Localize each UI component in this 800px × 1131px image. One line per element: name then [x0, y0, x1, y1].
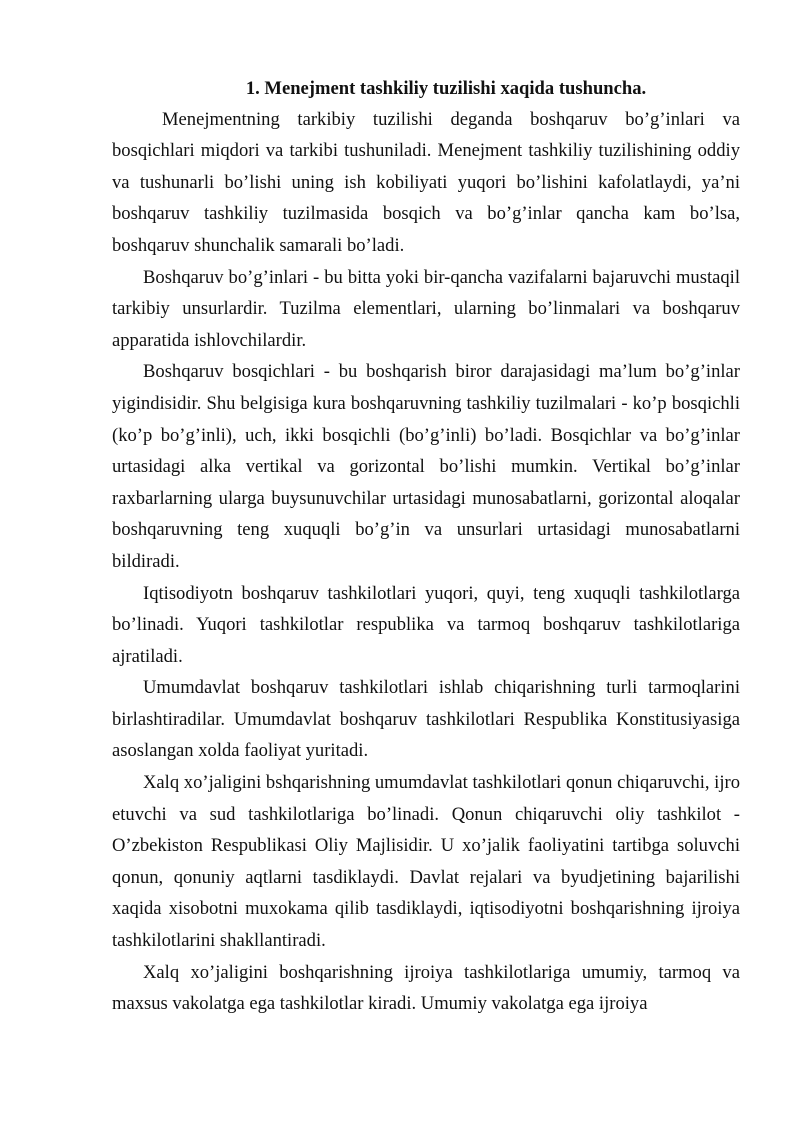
paragraph-5: Umumdavlat boshqaruv tashkilotlari ishlab chiqarishning turli tarmoqlarini birlashtiradilar. Umumdavlat boshqaruv tashkilotlari Respublika Konstitusiyasiga asoslangan xolda faoliyat yuritadi. [112, 677, 740, 762]
paragraph-2: Boshqaruv bo’g’inlari - bu bitta yoki bir-qancha vazifalarni bajaruvchi mustaqil tarkibiy unsurlardir. Tuzilma elementlari, ularning bo’linmalari va boshqaruv apparatida ishlovchilardir. [112, 266, 740, 351]
paragraph-4: Iqtisodiyotn boshqaruv tashkilotlari yuqori, quyi, teng xuquqli tashkilotlarga bo’linadi. Yuqori tashkilotlar respublika va tarmoq boshqaruv tashkilotlariga ajratiladi. [112, 582, 740, 667]
paragraph-7: Xalq xo’jaligini boshqarishning ijroiya tashkilotlariga umumiy, tarmoq va maxsus vakolatga ega tashkilotlar kiradi. Umumiy vakolatga ega ijroiya [112, 961, 740, 1015]
paragraph-1: Menejmentning tarkibiy tuzilishi deganda boshqaruv bo’g’inlari va bosqichlari miqdori va tarkibi tushuniladi. Menejment tashkiliy tuzilishining oddiy va tushunarli bo’lishi uning ish kobiliyati yuqori bo’lishini kafolatlaydi, ya’ni boshqaruv tashkiliy tuzilmasida bosqich va bo’g’inlar qancha kam bo’lsa, boshqaruv shunchalik samarali bo’ladi. [112, 108, 740, 256]
paragraph-6: Xalq xo’jaligini bshqarishning umumdavlat tashkilotlari qonun chiqaruvchi, ijro etuvchi va sud tashkilotlariga bo’linadi. Qonun chiqaruvchi oliy tashkilot - O’zbekiston Respublikasi Oliy Majlisidir. U xo’jalik faoliyatini tartibga soluvchi qonun, qonuniy aqtlarni tasdiklaydi. Davlat rejalari va byudjetining bajarilishi xaqida xisobotni muxokama qilib tasdiklaydi, iqtisodiyotni boshqarishning ijroiya tashkilotlarini shakllantiradi. [112, 772, 740, 952]
document-title: 1. Menejment tashkiliy tuzilishi xaqida tushuncha. [245, 78, 647, 99]
document-page [112, 73, 740, 1020]
paragraph-3: Boshqaruv bosqichlari - bu boshqarish biror darajasidagi ma’lum bo’g’inlar yigindisidir. Shu belgisiga kura boshqaruvning tashkiliy tuzilmalari - ko’p bosqichli (ko’p bo’g’inli), uch, ikki bosqichli (bo’g’inli) bo’ladi. Bosqichlar va bo’g’inlar urtasidagi alka vertikal va gorizontal bo’lishi mumkin. Vertikal bo’g’inlar raxbarlarning ularga buysunuvchilar urtasidagi munosabatlarni, gorizontal aloqalar boshqaruvning teng xuquqli bo’g’in va unsurlari urtasidagi munosabatlarni bildiradi. [112, 361, 740, 572]
